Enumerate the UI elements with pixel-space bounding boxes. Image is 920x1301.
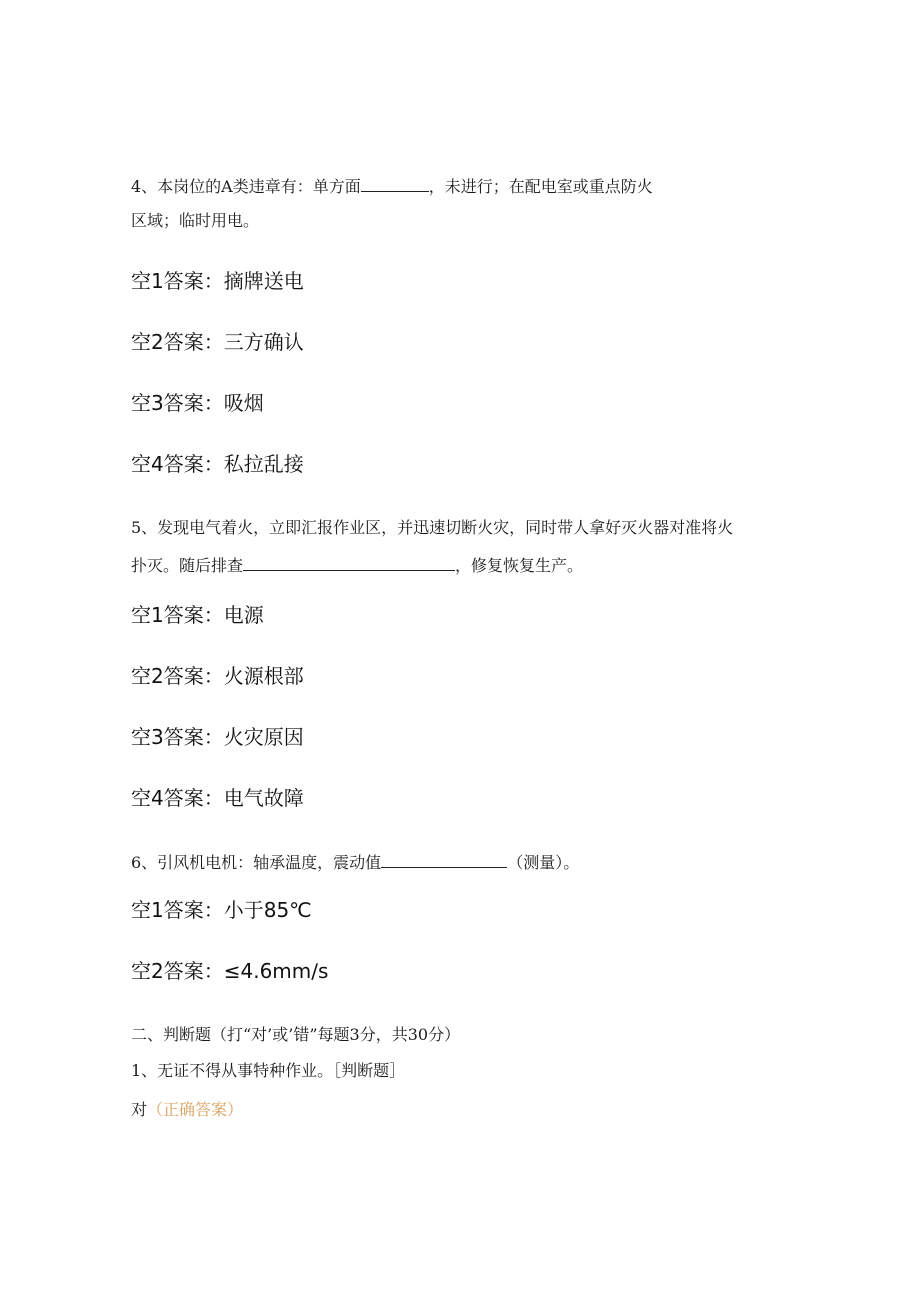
question-5-line-2 <box>131 556 583 574</box>
judgement-question-1: 1、无证不得从事特种作业。［判断题］ <box>131 1061 406 1080</box>
question-4-line-2: 区域；临时用电。 <box>131 211 260 230</box>
fill-blank <box>361 177 429 192</box>
answer-q4-blank-2: 空2答案：三方确认 <box>131 330 304 354</box>
answer-q5-blank-4: 空4答案：电气故障 <box>131 786 304 810</box>
judgement-answer <box>131 1102 243 1118</box>
correct-answer-note: （正确答案） <box>147 1100 244 1119</box>
question-6-line-1 <box>131 853 579 871</box>
question-5-line-1: 5、发现电气着火，立即汇报作业区，并迅速切断火灾，同时带人拿好灭火器对准将火 <box>131 518 734 537</box>
answer-q4-blank-1: 空1答案：摘牌送电 <box>131 269 304 293</box>
fill-blank <box>243 556 455 571</box>
question-5-text-a: 扑灭。随后排查 <box>131 556 244 575</box>
question-4-line-1 <box>131 177 653 195</box>
question-4-text-a: 4、本岗位的A类违章有：单方面 <box>131 177 361 196</box>
answer-q5-blank-2: 空2答案：火源根部 <box>131 664 304 688</box>
answer-q5-blank-3: 空3答案：火灾原因 <box>131 725 304 749</box>
answer-q4-blank-3: 空3答案：吸烟 <box>131 391 264 415</box>
answer-q4-blank-4: 空4答案：私拉乱接 <box>131 452 304 476</box>
answer-q6-blank-2: 空2答案：≤4.6mm∕s <box>131 959 329 983</box>
answer-q6-blank-1: 空1答案：小于85℃ <box>131 898 312 922</box>
section-2-heading: 二、判断题（打“对’或’错”每题3分，共30分） <box>131 1025 461 1044</box>
fill-blank <box>381 853 507 868</box>
question-6-text-a: 6、引风机电机：轴承温度，震动值 <box>131 853 382 872</box>
question-6-text-b: （测量）。 <box>507 853 580 872</box>
answer-q5-blank-1: 空1答案：电源 <box>131 603 264 627</box>
judgement-answer-value: 对 <box>131 1100 148 1119</box>
question-4-text-b: ，未进行；在配电室或重点防火 <box>428 177 653 196</box>
question-5-text-b: ，修复恢复生产。 <box>455 556 584 575</box>
